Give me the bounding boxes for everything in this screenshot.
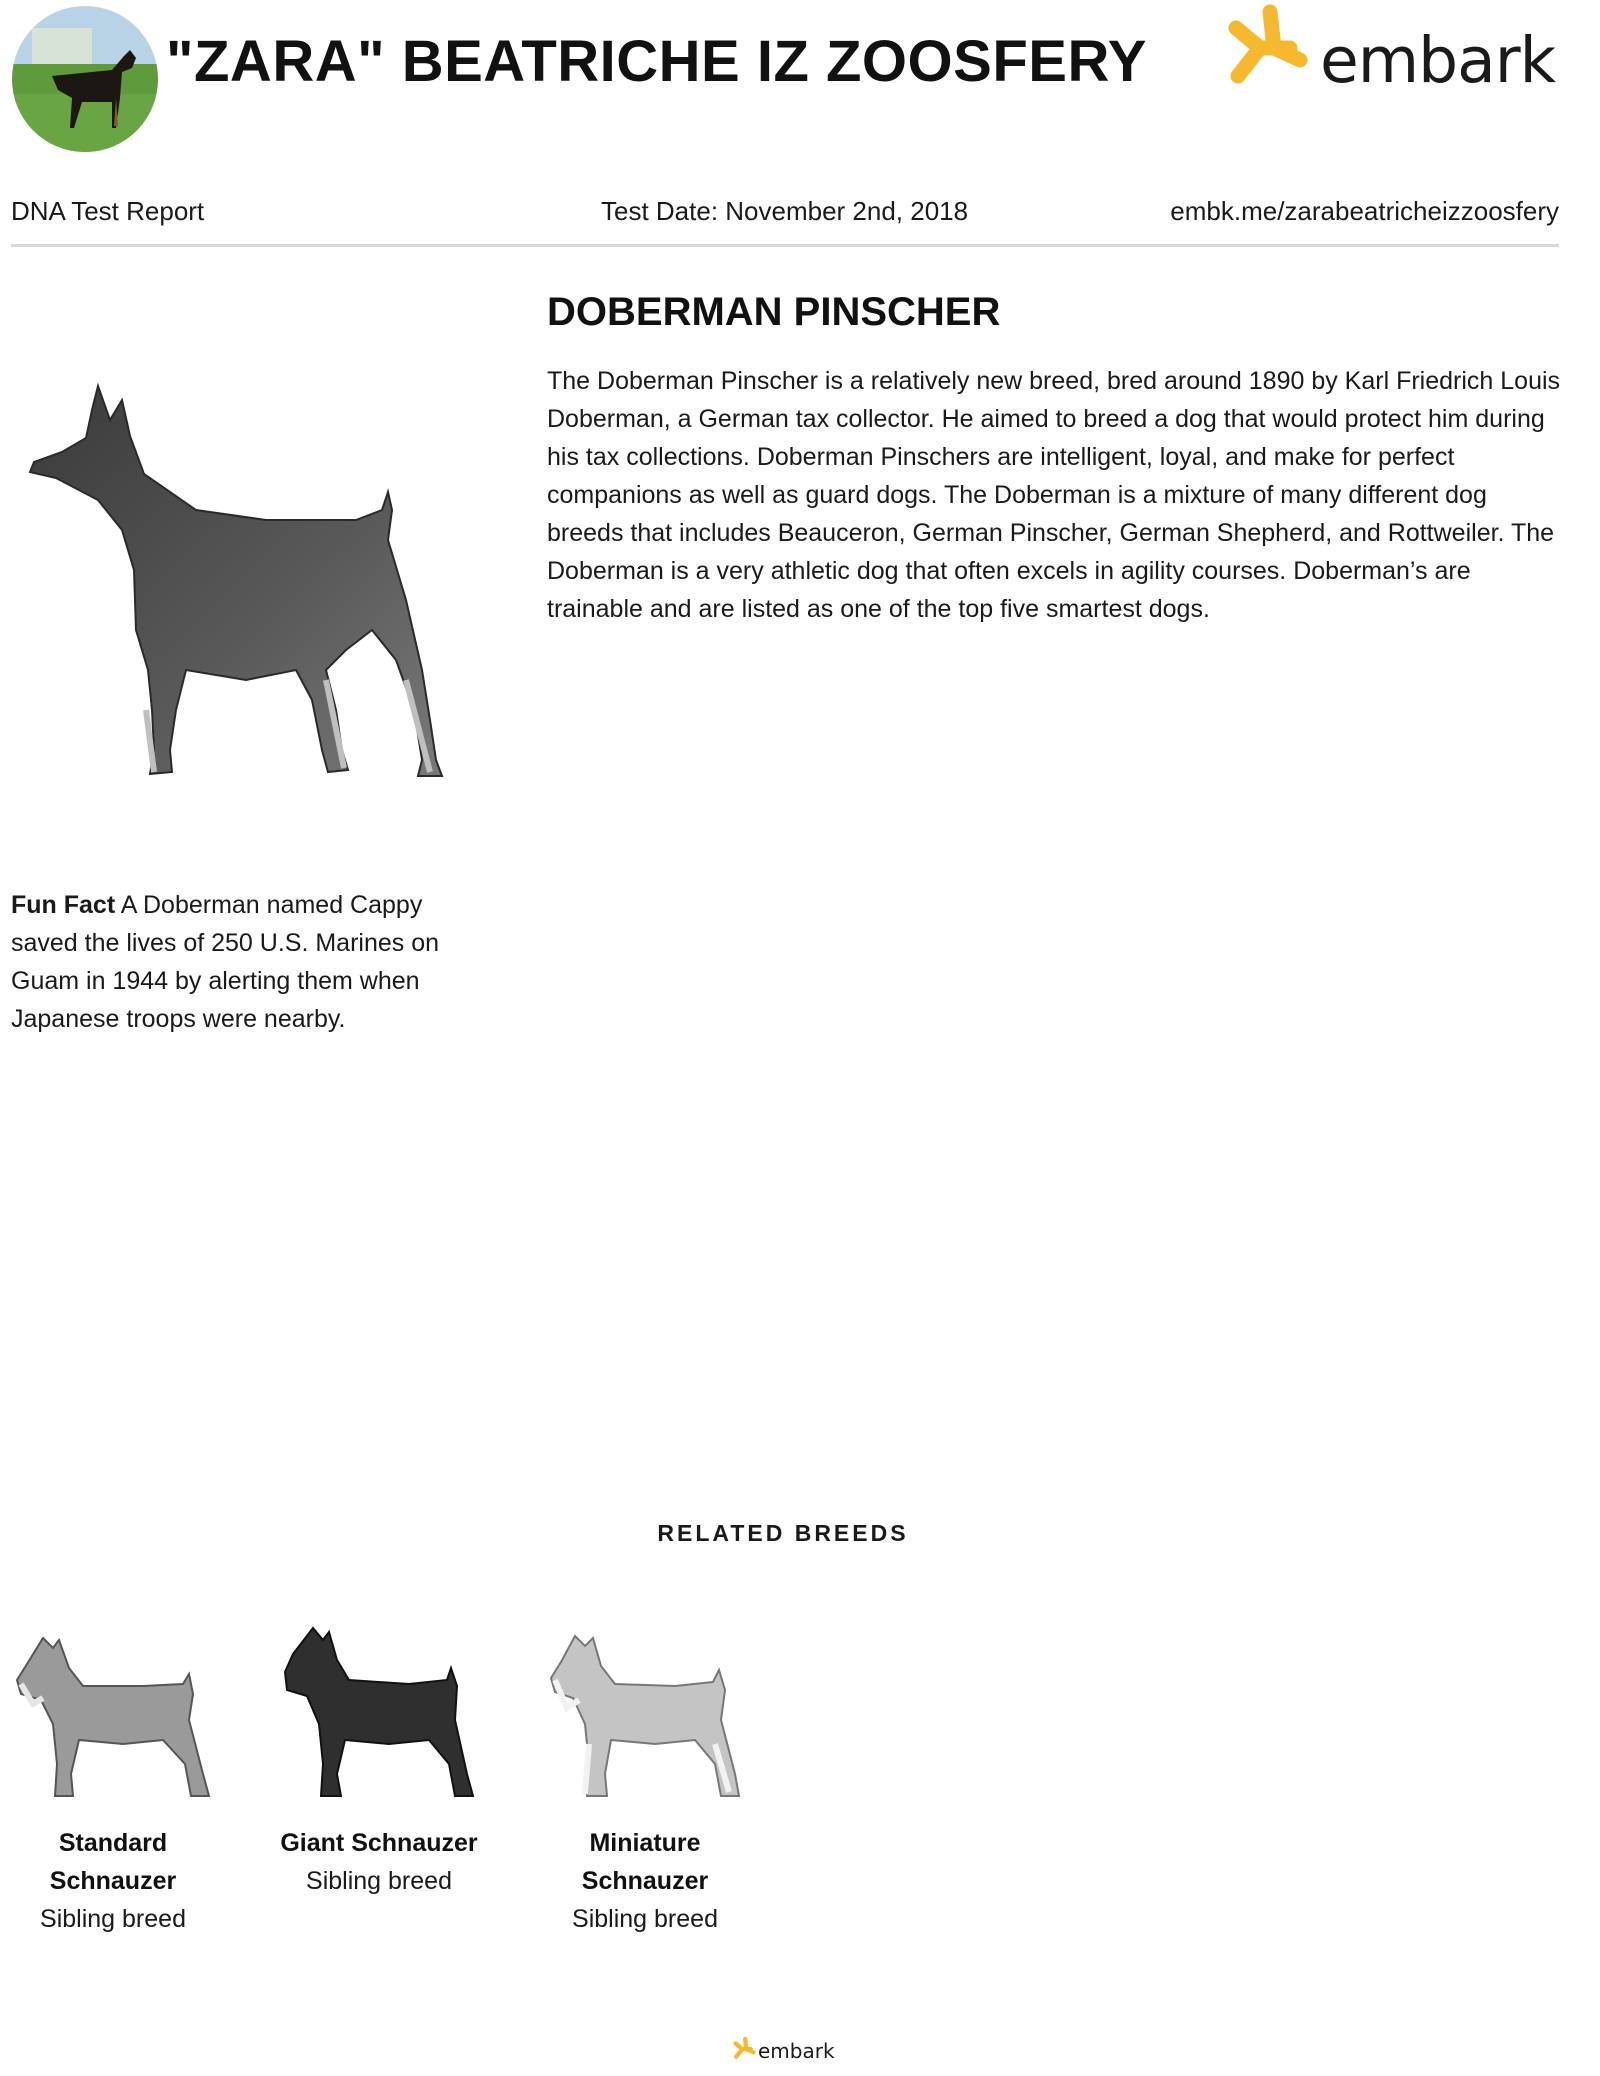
- embark-logo: [1216, 2, 1566, 102]
- schnauzer-illustration-icon: [279, 1624, 479, 1804]
- fun-fact-text: A Doberman named Cappy saved the lives of 250 U.S. Marines on Guam in 1944 by alerting them when Japanese troops were nearby.: [11, 891, 440, 1033]
- doberman-illustration-icon: [26, 380, 466, 790]
- related-breed-relation: Sibling breed: [40, 1905, 186, 1933]
- related-breed-card[interactable]: [8, 1624, 218, 1938]
- dog-photo-icon: [12, 6, 158, 152]
- fun-fact: [11, 886, 481, 1038]
- header-divider: [11, 244, 1559, 247]
- schnauzer-illustration-icon: [545, 1624, 745, 1804]
- fun-fact-label: Fun Fact: [11, 891, 116, 919]
- related-breed-card[interactable]: [540, 1624, 750, 1938]
- breed-description: The Doberman Pinscher is a relatively new breed, bred around 1890 by Karl Friedrich Louis Doberman, a German tax collector. He aimed to breed a dog that would protect him during his tax collections. Doberman Pinschers are intelligent, loyal, and make for perfect companions as well as guard dogs. The Doberman is a mixture of many different dog breeds that includes Beauceron, German Pinscher, German Shepherd, and Rottweiler. The Doberman is a very athletic dog that often excels in agility courses. Doberman’s are trainable and are listed as one of the top five smartest dogs.: [547, 367, 1561, 623]
- schnauzer-illustration-icon: [13, 1624, 213, 1804]
- related-breed-card[interactable]: [274, 1624, 484, 1900]
- breed-name-heading: DOBERMAN PINSCHER: [547, 290, 1001, 334]
- embark-wordmark: embark: [1320, 24, 1556, 97]
- dog-name-title: "ZARA" BEATRICHE IZ ZOOSFERY: [166, 29, 1147, 94]
- related-breed-relation: Sibling breed: [306, 1867, 452, 1895]
- related-breed-name: Giant Schnauzer: [280, 1829, 478, 1857]
- related-breed-relation: Sibling breed: [572, 1905, 718, 1933]
- report-type: DNA Test Report: [11, 196, 205, 226]
- breed-illustration: [26, 380, 466, 790]
- profile-link[interactable]: embk.me/zarabeatricheizzoosfery: [1170, 196, 1559, 226]
- test-date: Test Date: November 2nd, 2018: [601, 196, 969, 226]
- dog-photo-avatar: [12, 6, 158, 152]
- related-breed-name: Miniature Schnauzer: [581, 1829, 709, 1895]
- footer-embark-logo: [730, 2036, 840, 2066]
- related-breeds-heading: RELATED BREEDS: [657, 1520, 909, 1546]
- report-meta: [11, 196, 1559, 230]
- embark-mark-icon: [1216, 2, 1316, 94]
- embark-mark-icon: [730, 2036, 758, 2062]
- footer-wordmark: embark: [758, 2039, 835, 2063]
- related-breed-name: Standard Schnauzer: [49, 1829, 177, 1895]
